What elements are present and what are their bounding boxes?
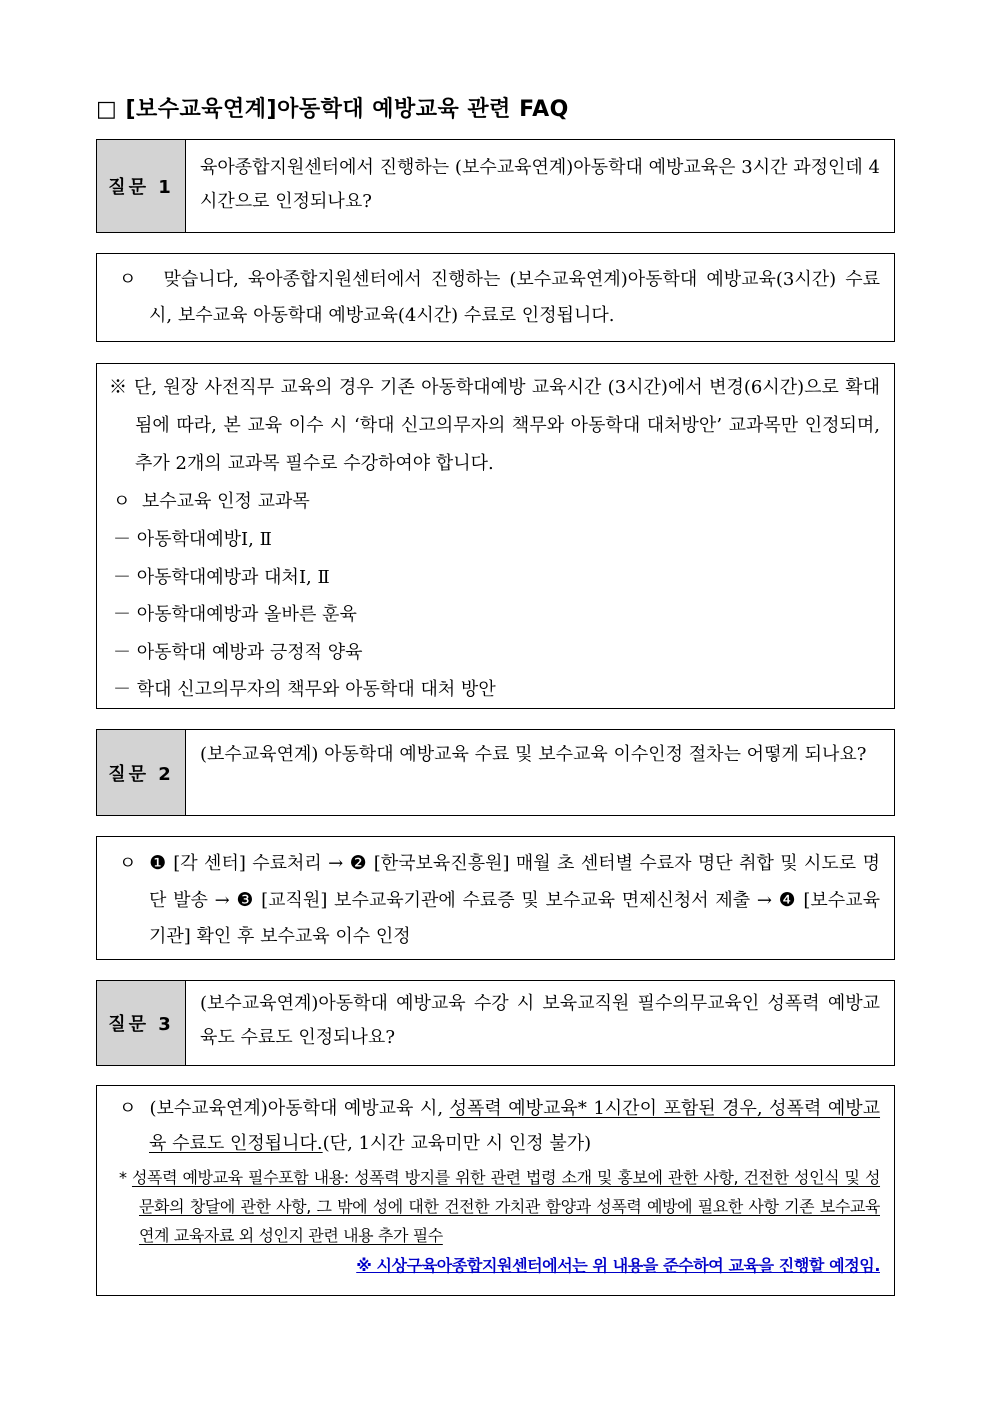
- question-2-label: 질문 2: [97, 730, 186, 815]
- question-3-label: 질문 3: [97, 981, 186, 1065]
- answer-3-underlined-text: 성폭력 예방교육* 1시간이 포함된 경우, 성폭력 예방교육 수료도 인정됩니다.: [149, 1098, 881, 1154]
- question-3-text: (보수교육연계)아동학대 예방교육 수강 시 보육교직원 필수의무교육인 성폭력 예방교육도 수료도 인정되나요?: [200, 993, 880, 1048]
- course-item-text: 아동학대예방과 대처Ⅰ, Ⅱ: [136, 566, 330, 588]
- answer-1-box: [96, 253, 895, 342]
- answer-3-text: (보수교육연계)아동학대 예방교육 시,: [149, 1098, 444, 1119]
- center-note: ※ 시상구육아종합지원센터에서는 위 내용을 준수하여 교육을 진행할 예정임.: [356, 1256, 880, 1275]
- course-item-text: 아동학대예방Ⅰ, Ⅱ: [136, 529, 272, 550]
- course-subheading: [109, 483, 880, 521]
- note-paragraph: [109, 369, 880, 483]
- answer-1-paragraph: [119, 262, 880, 334]
- footnote-paragraph: [119, 1163, 880, 1250]
- question-2-box: [96, 729, 895, 816]
- question-1-text: 육아종합지원센터에서 진행하는 (보수교육연계)아동학대 예방교육은 3시간 과정인데 4시간으로 인정되나요?: [200, 157, 880, 212]
- course-item-text: 학대 신고의무자의 책무와 아동학대 대처 방안: [136, 679, 496, 700]
- course-item-text: 아동학대예방과 올바른 훈육: [136, 604, 357, 625]
- bullet: ㅇ: [119, 853, 137, 874]
- step-1-number: ❶: [149, 852, 167, 874]
- course-item: － 아동학대예방과 올바른 훈육: [113, 604, 357, 625]
- answer-3-box: [96, 1085, 895, 1296]
- note-text: 단, 원장 사전직무 교육의 경우 기존 아동학대예방 교육시간 (3시간)에서 변경(6시간)으로 확대됨에 따라, 본 교육 이수 시 ‘학대 신고의무자의 책무와 아동학대 대처방안’ 교과목만 인정되며, 추가 2개의 교과목 필수로 수강하여야 합니다.: [133, 377, 880, 474]
- page-title: □ [보수교육연계]아동학대 예방교육 관련 FAQ: [96, 97, 569, 122]
- question-3-box: [96, 980, 895, 1066]
- bullet: ㅇ: [119, 1098, 137, 1119]
- question-1-label: 질문 1: [97, 140, 186, 232]
- course-item: － 아동학대예방Ⅰ, Ⅱ: [113, 529, 272, 550]
- course-subheading-text: 보수교육 인정 교과목: [141, 491, 310, 512]
- answer-2-box: [96, 836, 895, 960]
- question-1-box: [96, 139, 895, 233]
- step-2-number: ❷: [349, 852, 368, 874]
- question-2-text: (보수교육연계) 아동학대 예방교육 수료 및 보수교육 이수인정 절차는 어떻게 되나요?: [200, 744, 867, 765]
- bullet: ㅇ: [119, 269, 137, 290]
- step-4-number: ❹: [778, 889, 797, 911]
- answer-1-text: 맞습니다, 육아종합지원센터에서 진행하는 (보수교육연계)아동학대 예방교육(3시간) 수료 시, 보수교육 아동학대 예방교육(4시간) 수료로 인정됩니다.: [149, 269, 880, 326]
- course-item: － 아동학대예방과 대처Ⅰ, Ⅱ: [113, 566, 330, 588]
- step-3-text: [교직원] 보수교육기관에 수료증 및 보수교육 면제신청서 제출 →: [261, 890, 772, 911]
- step-4-text: [보수교육 기관] 확인 후 보수교육 이수 인정: [149, 890, 880, 947]
- footnote-mark: *: [119, 1168, 127, 1187]
- answer-3-tail-text: (단, 1시간 교육미만 시 인정 불가): [322, 1133, 592, 1154]
- course-item: － 아동학대 예방과 긍정적 양육: [113, 641, 363, 663]
- note-mark: ※: [109, 377, 128, 398]
- step-1-text: [각 센터] 수료처리 →: [173, 853, 344, 874]
- answer-3-paragraph: [119, 1091, 880, 1161]
- answer-2-paragraph: [119, 845, 880, 955]
- note-box: [96, 363, 895, 709]
- footnote-text: 성폭력 예방교육 필수포함 내용: 성폭력 방지를 위한 관련 법령 소개 및 홍보에 관한 사항, 건전한 성인식 및 성문화의 창달에 관한 사항, 그 밖에 성에 대한 건전한 가치관 함양과 성폭력 예방에 필요한 사항 기존 보수교육 연계 교육자료 외 성인지 관련 내용 추가 필수: [131, 1168, 881, 1245]
- course-item-text: 아동학대 예방과 긍정적 양육: [136, 641, 363, 663]
- step-2-text: [한국보육진흥원] 매월 초 센터별 수료자 명단 취합 및 시도로 명단 발송 →: [149, 853, 880, 911]
- bullet: ㅇ: [113, 491, 131, 512]
- step-3-number: ❸: [236, 889, 255, 911]
- course-item: － 학대 신고의무자의 책무와 아동학대 대처 방안: [113, 679, 496, 700]
